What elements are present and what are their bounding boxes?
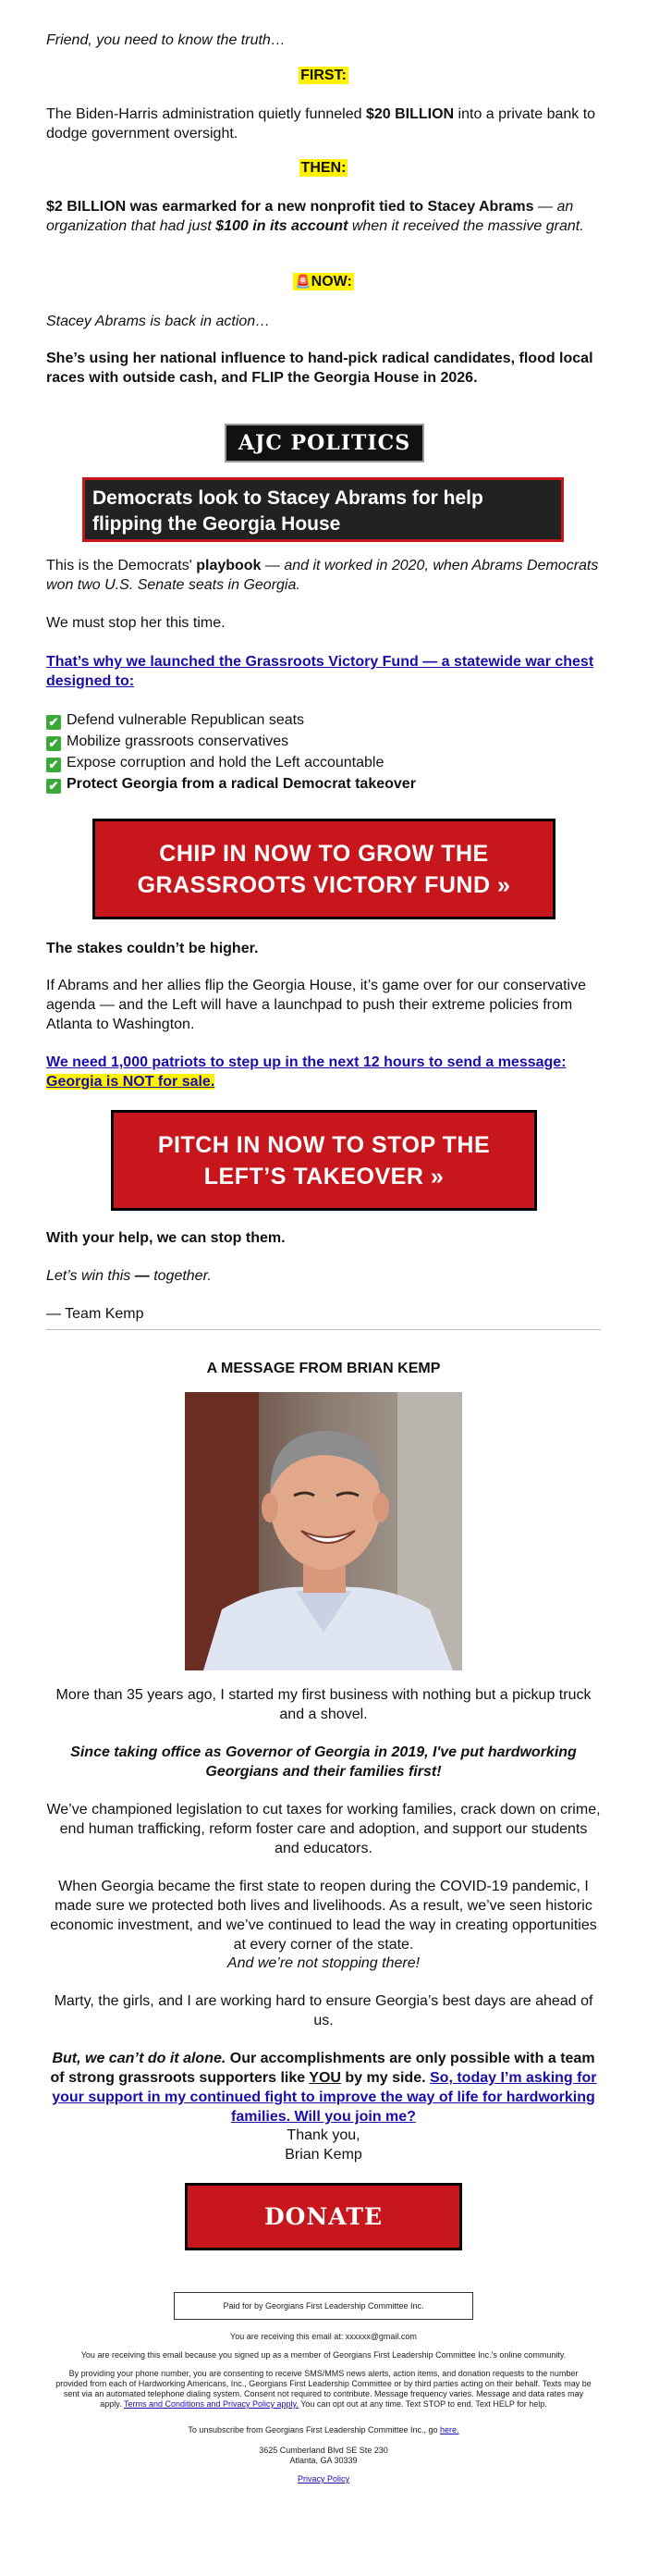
checkmark-icon: ✔	[46, 758, 61, 772]
cta2-line1: PITCH IN NOW TO STOP THE	[157, 1131, 491, 1158]
kemp-p7-bold2: by my side.	[340, 2070, 430, 2086]
sms-text-b: You can opt out at any time. Text STOP to end. Text HELP for help.	[298, 2399, 547, 2409]
first-label: FIRST:	[300, 68, 347, 83]
paid-for-text: Paid for by Georgians First Leadership Committee Inc.	[223, 2300, 424, 2311]
email-line: You are receiving this email at: xxxxxx@gmail.com	[230, 2332, 417, 2341]
news-headline: Democrats look to Stacey Abrams for help flipping the Georgia House	[92, 487, 483, 535]
bullet-item	[46, 732, 601, 751]
with-help-line: With your help, we can stop them.	[46, 1230, 286, 1246]
playbook-bold: playbook	[196, 558, 262, 573]
siren-icon: 🚨	[295, 274, 311, 289]
kemp-p5: And we’re not stopping there!	[226, 1955, 421, 1971]
kemp-p3: We’ve championed legislation to cut taxes for working families, crack down on crime, end human trafficking, reform foster care and adoption, and support our students and educators.	[46, 1802, 601, 1856]
kemp-p2: Since taking office as Governor of Georgia in 2019, I've put hardworking Georgians and their families first!	[70, 1744, 577, 1780]
kemp-thanks: Thank you,	[287, 2127, 360, 2143]
privacy-policy-link[interactable]: Privacy Policy	[297, 2474, 349, 2484]
ajc-logo-text: AJC POLITICS	[238, 431, 411, 455]
then-ital-bold: $100 in its account	[215, 218, 348, 234]
kemp-p7-bold: Our accomplishments are only possible with a team of strong grassroots supporters like	[50, 2051, 595, 2086]
win-dash: —	[134, 1268, 150, 1284]
then-label: THEN:	[300, 160, 347, 176]
now-label: NOW:	[311, 274, 352, 290]
first-amount: $20 BILLION	[365, 106, 455, 122]
sms-disclaimer	[55, 2369, 592, 2410]
first-text-a: The Biden-Harris administration quietly funneled	[46, 106, 366, 122]
donate-button[interactable]	[185, 2183, 462, 2250]
first-paragraph	[46, 105, 601, 143]
unsubscribe-line	[55, 2425, 592, 2435]
address-line2: Atlanta, GA 30339	[289, 2456, 358, 2465]
portrait-illustration	[185, 1392, 462, 1670]
donate-label: DONATE	[264, 2203, 383, 2230]
stakes-heading: The stakes couldn’t be higher.	[46, 941, 259, 956]
win-line	[46, 1266, 601, 1286]
stop-line: We must stop her this time.	[46, 615, 226, 631]
win-text-a: Let’s win this	[46, 1268, 135, 1284]
unsubscribe-link[interactable]: here.	[440, 2425, 459, 2434]
kemp-p7	[46, 2049, 601, 2126]
kemp-p1: More than 35 years ago, I started my first business with nothing but a pickup truck and a shovel.	[55, 1687, 592, 1722]
playbook-ital: — and it worked in 2020, when Abrams Democrats won two U.S. Senate seats in Georgia.	[46, 558, 599, 593]
first-text-b: into a private bank to dodge government oversight.	[46, 106, 596, 142]
bullet-text: Mobilize grassroots conservatives	[67, 733, 289, 749]
bullet-item	[46, 753, 601, 772]
kemp-support-link[interactable]: So, today I’m asking for your support in my continued fight to improve the way of life for hardworking families. Will you join me?	[52, 2070, 597, 2125]
then-ital-a: — an organization that had just	[46, 199, 574, 234]
divider	[46, 1329, 601, 1330]
kemp-p4: When Georgia became the first state to reopen during the COVID-19 pandemic, I made sure we protected both lives and livelihoods. As a result, we’ve seen historic economic investment, and we’ve continued to lead the way in creating opportunities at every corner of the state.	[50, 1879, 597, 1953]
playbook-text-a: This is the Democrats'	[46, 558, 197, 573]
then-paragraph	[46, 197, 601, 236]
then-bold: $2 BILLION was earmarked for a new nonprofit tied to Stacey Abrams	[46, 199, 534, 215]
win-text-b: together.	[149, 1268, 212, 1284]
patriots-link[interactable]	[46, 1054, 567, 1090]
kemp-name: Brian Kemp	[285, 2147, 362, 2163]
pitch-in-button[interactable]	[111, 1110, 537, 1211]
kemp-p7-you: YOU	[309, 2070, 341, 2086]
bullet-item	[46, 774, 601, 794]
news-headline-box	[82, 477, 564, 542]
message-heading: A MESSAGE FROM BRIAN KEMP	[206, 1361, 441, 1376]
patriots-link-text: We need 1,000 patriots to step up in the next 12 hours to send a message:	[46, 1054, 567, 1070]
chip-in-button[interactable]	[92, 819, 555, 919]
bullet-text: Defend vulnerable Republican seats	[67, 712, 305, 728]
patriots-highlight: Georgia is NOT for sale.	[46, 1074, 215, 1090]
checkmark-icon: ✔	[46, 736, 61, 751]
checkmark-icon: ✔	[46, 715, 61, 730]
bullet-text: Expose corruption and hold the Left accountable	[67, 755, 385, 770]
address-line1: 3625 Cumberland Blvd SE Ste 230	[259, 2446, 388, 2455]
grassroots-fund-link[interactable]: That’s why we launched the Grassroots Victory Fund — a statewide war chest designed to:	[46, 654, 594, 689]
now-line1: Stacey Abrams is back in action…	[46, 314, 271, 329]
stakes-body: If Abrams and her allies flip the Georgia House, it’s game over for our conservative agenda — and the Left will have a launchpad to push their extreme policies from Atlanta to Washington.	[46, 978, 586, 1032]
terms-link[interactable]: Terms and Conditions and Privacy Policy apply.	[123, 2399, 299, 2409]
signoff: — Team Kemp	[46, 1306, 144, 1322]
then-ital-b: when it received the massive grant.	[348, 218, 584, 234]
playbook-paragraph	[46, 556, 601, 595]
unsubscribe-text: To unsubscribe from Georgians First Leadership Committee Inc., go	[188, 2425, 441, 2434]
cta1-line2: GRASSROOTS VICTORY FUND »	[137, 871, 511, 898]
brian-kemp-photo	[185, 1392, 462, 1670]
bullet-item	[46, 710, 601, 730]
checkmark-icon: ✔	[46, 779, 61, 794]
intro-text: Friend, you need to know the truth…	[46, 32, 286, 48]
paid-for-box	[174, 2292, 473, 2320]
bullet-text: Protect Georgia from a radical Democrat takeover	[67, 776, 416, 792]
cta1-line1: CHIP IN NOW TO GROW THE	[159, 840, 489, 867]
cta2-line2: LEFT’S TAKEOVER »	[203, 1163, 445, 1189]
bullet-list	[46, 710, 601, 794]
kemp-p6: Marty, the girls, and I are working hard to ensure Georgia’s best days are ahead of us.	[54, 1993, 593, 2028]
signed-up-line: You are receiving this email because you signed up as a member of Georgians First Leadership Committee Inc.'s online community.	[80, 2350, 567, 2360]
now-line2: She’s using her national influence to hand-pick radical candidates, flood local races with outside cash, and FLIP the Georgia House in 2026.	[46, 351, 593, 386]
sms-text: By providing your phone number, you are consenting to receive SMS/MMS news alerts, action items, and donation requests to the number provided from each of Hardworking Americans, Inc., Georgians First Leadership Committee or by third parties acting on their behalf. Texts may be sent via an automated telephone dialing system. Consent not required to contribute. Message frequency varies. Message and data rates may apply.	[55, 2369, 592, 2409]
ajc-politics-logo	[225, 424, 424, 462]
kemp-p7-emphasis: But, we can’t do it alone.	[52, 2051, 226, 2066]
